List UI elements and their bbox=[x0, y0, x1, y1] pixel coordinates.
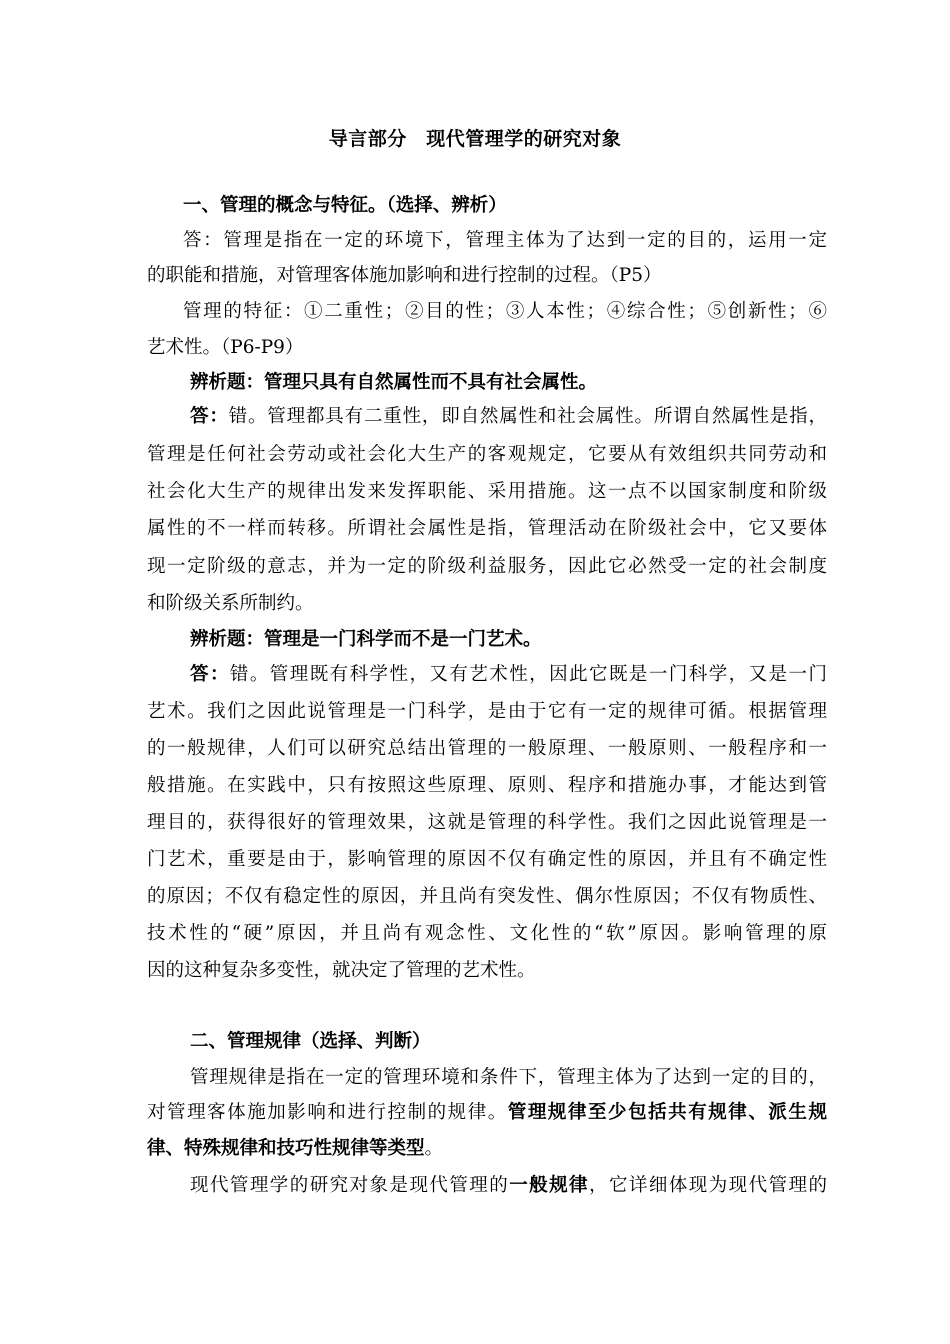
features-line: 管理的特征：①二重性；②目的性；③人本性；④综合性；⑤创新性；⑥ bbox=[183, 301, 827, 322]
normal-text: 。 bbox=[424, 1138, 444, 1159]
section-2-paragraph-line: 管理规律是指在一定的管理环境和条件下，管理主体为了达到一定的目的， bbox=[190, 1067, 827, 1088]
section-2-paragraph-line bbox=[147, 1137, 827, 1161]
answer-1-line: 现一定阶级的意志，并为一定的阶级利益服务，因此它必然受一定的社会制度 bbox=[147, 556, 827, 577]
answer-text: 错。管理都具有二重性，即自然属性和社会属性。所谓自然属性是指， bbox=[228, 406, 827, 427]
section-1-heading: 一、管理的概念与特征。（选择、辨析） bbox=[183, 195, 507, 216]
answer-1-first-line bbox=[190, 405, 827, 429]
page-title: 导言部分 现代管理学的研究对象 bbox=[328, 128, 622, 150]
answer-2-line: 技术性的“硬”原因，并且尚有观念性、文化性的“软”原因。影响管理的原 bbox=[147, 923, 827, 944]
features-line: 艺术性。（P6-P9） bbox=[147, 337, 304, 358]
definition-line: 的职能和措施，对管理客体施加影响和进行控制的过程。（P5） bbox=[147, 265, 662, 286]
answer-2-line: 门艺术，重要是由于，影响管理的原因不仅有确定性的原因，并且有不确定性 bbox=[147, 849, 827, 870]
answer-1-line: 管理是任何社会劳动或社会化大生产的客观规定，它要从有效组织共同劳动和 bbox=[147, 444, 827, 465]
answer-2-line: 的原因；不仅有稳定性的原因，并且尚有突发性、偶尔性原因；不仅有物质性、 bbox=[147, 886, 827, 907]
answer-1-line: 和阶级关系所制约。 bbox=[147, 593, 314, 614]
answer-2-line: 般措施。在实践中，只有按照这些原理、原则、程序和措施办事，才能达到管 bbox=[147, 775, 827, 796]
answer-2-line: 因的这种复杂多变性，就决定了管理的艺术性。 bbox=[147, 960, 536, 981]
definition-line: 答：管理是指在一定的环境下，管理主体为了达到一定的目的，运用一定 bbox=[183, 230, 827, 251]
answer-text: 错。管理既有科学性，又有艺术性，因此它既是一门科学，又是一门 bbox=[229, 664, 827, 685]
normal-text: ，它详细体现为现代管理的 bbox=[589, 1175, 827, 1196]
answer-2-line: 理目的，获得很好的管理效果，这就是管理的科学性。我们之因此说管理是一 bbox=[147, 812, 827, 833]
question-1: 辨析题：管理只具有自然属性而不具有社会属性。 bbox=[190, 372, 598, 393]
question-2: 辨析题：管理是一门科学而不是一门艺术。 bbox=[190, 629, 542, 650]
answer-2-first-line bbox=[190, 663, 827, 687]
section-2-heading: 二、管理规律（选择、判断） bbox=[190, 1031, 431, 1052]
bold-text: 律、特殊规律和技巧性规律等类型 bbox=[147, 1138, 425, 1159]
answer-label: 答： bbox=[190, 406, 229, 427]
answer-2-line: 的一般规律，人们可以研究总结出管理的一般原理、一般原则、一般程序和一 bbox=[147, 738, 827, 759]
bold-text: 一般规律 bbox=[509, 1175, 590, 1196]
answer-label: 答： bbox=[190, 664, 230, 685]
answer-1-line: 社会化大生产的规律出发来发挥职能、采用措施。这一点不以国家制度和阶级 bbox=[147, 481, 827, 502]
research-object-line bbox=[190, 1174, 827, 1198]
normal-text: 对管理客体施加影响和进行控制的规律。 bbox=[147, 1102, 508, 1123]
bold-text: 管理规律至少包括共有规律、派生规 bbox=[507, 1102, 827, 1123]
normal-text: 现代管理学的研究对象是现代管理的 bbox=[190, 1175, 510, 1196]
section-2-paragraph-line bbox=[147, 1101, 827, 1125]
answer-2-line: 艺术。我们之因此说管理是一门科学，是由于它有一定的规律可循。根据管理 bbox=[147, 701, 827, 722]
answer-1-line: 属性的不一样而转移。所谓社会属性是指，管理活动在阶级社会中，它又要体 bbox=[147, 518, 827, 539]
